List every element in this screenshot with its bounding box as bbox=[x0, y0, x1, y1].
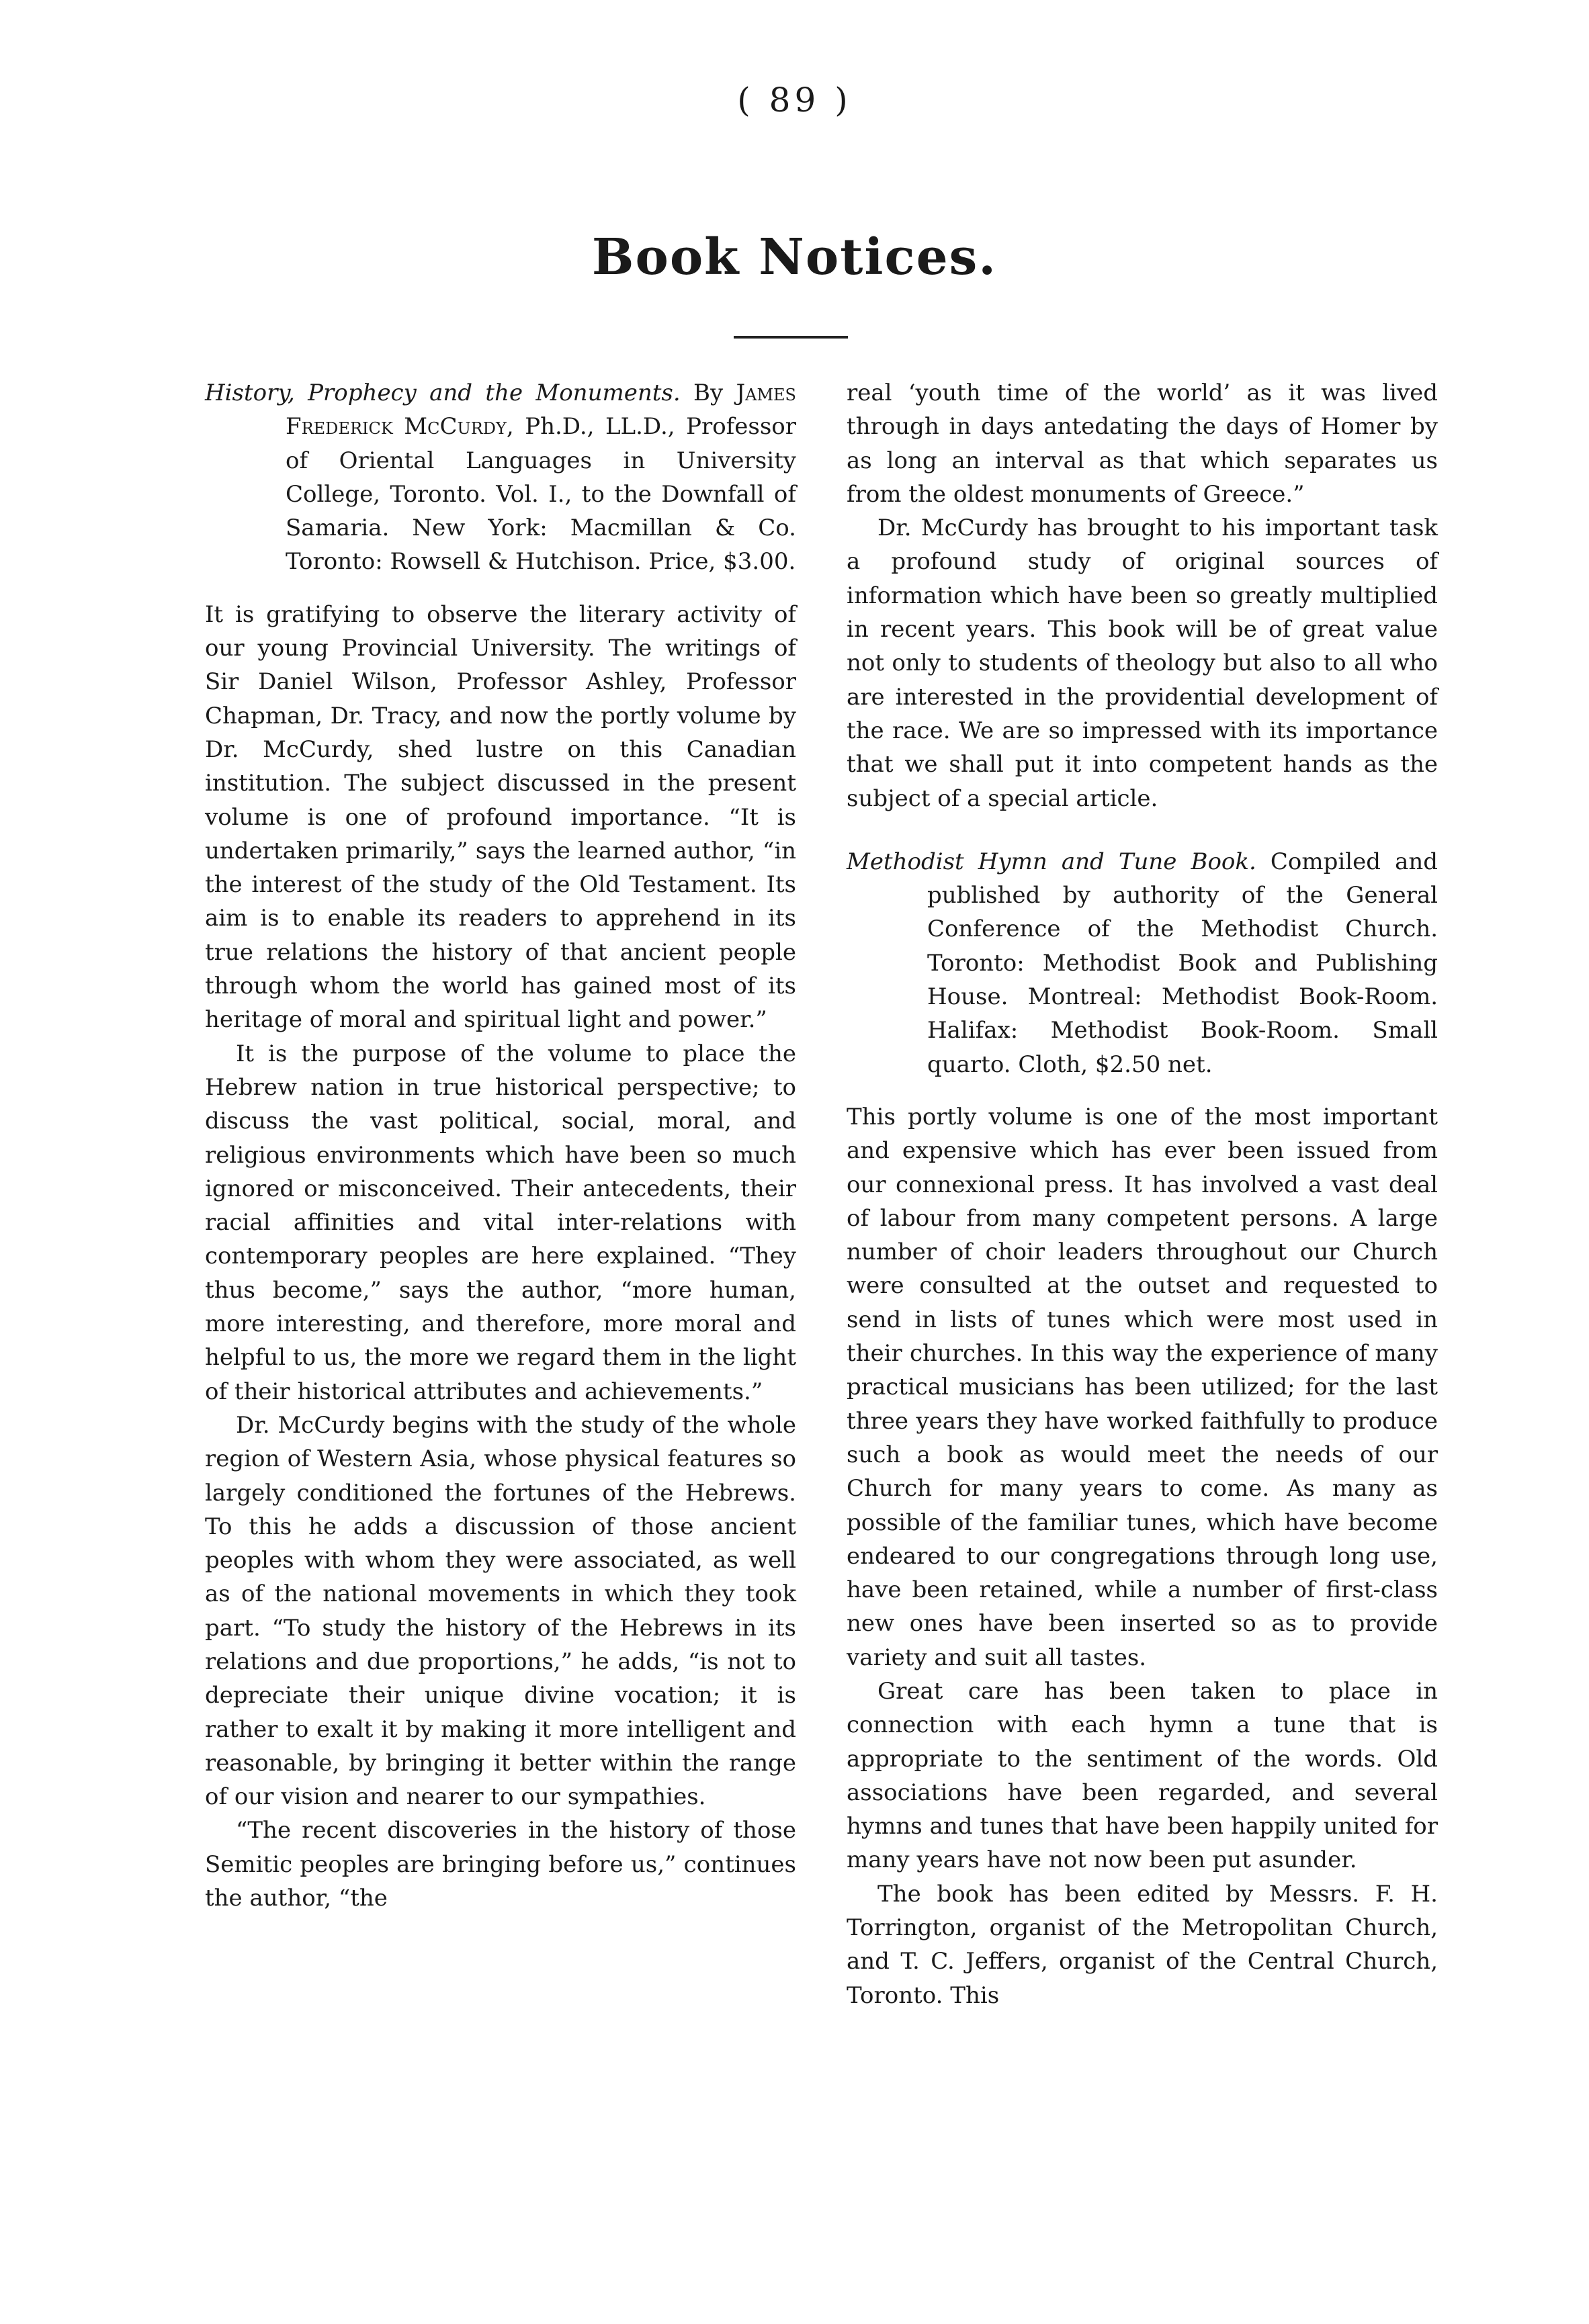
author-prefix: By bbox=[693, 379, 736, 406]
review-paragraph: Dr. McCurdy has brought to his important task a profound study of original sources of information which have been so greatly multiplied in recent years. This book will be of great value not only to students of theology but also to all who are interested in the providential development of the race. We are so impressed with its importance that we shall put it into competent hands as the subject of a special article. bbox=[847, 515, 1438, 812]
review-paragraph: real ‘youth time of the world’ as it was lived through in days antedating the days of Homer by as long an interval as that which separates us from the oldest monuments of Greece.” bbox=[847, 379, 1438, 508]
section-title: Book Notices. bbox=[591, 228, 998, 286]
review-paragraph: Great care has been taken to place in connection with each hymn a tune that is appropriate to the sentiment of the words. Old associations have been regarded, and several hymns and tunes that have been happily united for many years have not now been put asunder. bbox=[847, 1677, 1438, 1874]
review-paragraph: Dr. McCurdy begins with the study of the whole region of Western Asia, whose physical features so largely conditioned the fortunes of the Hebrews. To this he adds a discussion of those ancient peoples with whom they were associated, as well as of the national movements in which they took part. “To study the history of the Hebrews in its relations and due proportions,” he adds, “is not to depreciate their unique divine vocation; it is rather to exalt it by making it more intelligent and reasonable, by bringing it better within the range of our vision and nearer to our sympathies. bbox=[205, 1411, 796, 1811]
right-column bbox=[847, 376, 1438, 2012]
review-paragraph: It is gratifying to observe the literary activity of our young Provincial University. The writings of Sir Daniel Wilson, Professor Ashley, Professor Chapman, Dr. Tracy, and now the portly volume by Dr. McCurdy, shed lustre on this Canadian institution. The subject discussed in the present volume is one of profound importance. “It is undertaken primarily,” says the learned author, “in the interest of the study of the Old Testament. Its aim is to enable its readers to apprehend in its true relations the history of that ancient people through whom the world has gained most of its heritage of moral and spiritual light and power.” bbox=[205, 600, 796, 1034]
review-paragraph: “The recent discoveries in the history of those Semitic peoples are bringing before us,” continues the author, “the bbox=[205, 1817, 796, 1912]
publication-details: , Ph.D., LL.D., Professor of Oriental Languages in University College, Toronto. Vol. I., to the Downfall of Samaria. New York: Macmillan & Co. Toronto: Rowsell & Hutchison. Price, $3.00. bbox=[286, 413, 796, 576]
left-column bbox=[205, 376, 796, 1915]
book-title: History, Prophecy and the Monuments. bbox=[205, 379, 681, 406]
review-heading-history-prophecy bbox=[205, 376, 796, 579]
review-paragraph: This portly volume is one of the most important and expensive which has ever been issued from our connexional press. It has involved a vast deal of labour from many competent persons. A large number of choir leaders throughout our Church were consulted at the outset and requested to send in lists of tunes which were most used in their churches. In this way the experience of many practical musicians has been utilized; for the last three years they have worked faithfully to produce such a book as would meet the needs of our Church for many years to come. As many as possible of the familiar tunes, which have become endeared to our congregations through long use, have been retained, while a number of first-class new ones have been inserted so as to provide variety and suit all tastes. bbox=[847, 1103, 1438, 1671]
author-name: James Frederick McCurdy bbox=[286, 379, 796, 441]
review-paragraph: The book has been edited by Messrs. F. H. Torrington, organist of the Metropolitan Church, and T. C. Jeffers, organist of the Central Church, Toronto. This bbox=[847, 1880, 1438, 2009]
page-number: ( 89 ) bbox=[737, 81, 852, 120]
book-title: Methodist Hymn and Tune Book. bbox=[847, 848, 1256, 875]
publication-details: Compiled and published by authority of the General Conference of the Methodist Church. Toronto: Methodist Book and Publishing House. Montreal: Methodist Book-Room. Halifax: Methodist Book-Room. Small quarto. Cloth, $2.50 net. bbox=[927, 848, 1438, 1078]
review-paragraph: It is the purpose of the volume to place the Hebrew nation in true historical perspective; to discuss the vast political, social, moral, and religious environments which have been so much ignored or misconceived. Their antecedents, their racial affinities and vital inter-relations with contemporary peoples are here explained. “They thus become,” says the author, “more human, more interesting, and therefore, more moral and helpful to us, the more we regard them in the light of their historical attributes and achievements.” bbox=[205, 1040, 796, 1405]
title-divider bbox=[734, 336, 848, 339]
review-heading-hymn-book bbox=[847, 845, 1438, 1081]
